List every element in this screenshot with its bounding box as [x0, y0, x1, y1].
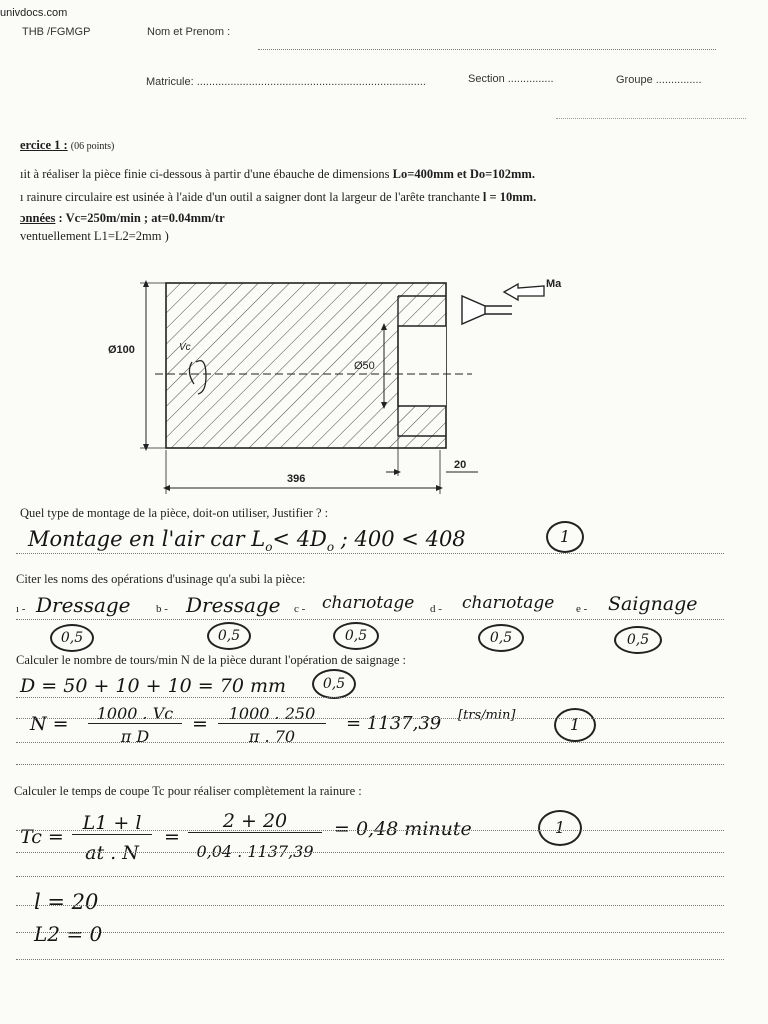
q1-question: Quel type de montage de la pièce, doit-on utiliser, Justifier ? : — [20, 506, 329, 520]
department-label: THB /FGMGP — [22, 26, 91, 38]
q2-score-a: 0,5 — [50, 624, 94, 652]
q3-frac2-num: 1000 . 250 — [218, 704, 326, 724]
vc-label: Vc — [179, 342, 191, 353]
exercise-line-4: ventuellement L1=L2=2mm ) — [20, 229, 169, 243]
q3-result: = 1137,39 — [346, 713, 442, 734]
q4-frac1-num: L1 + l — [72, 812, 152, 835]
q2-answer-b: Dressage — [186, 593, 281, 617]
header-separator — [556, 118, 746, 119]
q4-dotline-1 — [16, 830, 724, 831]
q3-dotline-3 — [16, 742, 724, 743]
length-20-label: 20 — [454, 459, 467, 471]
q4-score: 1 — [538, 810, 582, 846]
q2-answer-a: Dressage — [36, 593, 131, 617]
q2-score-d: 0,5 — [478, 624, 524, 652]
exercise-line-2: ı rainure circulaire est usinée à l'aide d'un outil a saigner dont la largeur de l'arête tranchante l = 10mm. — [20, 190, 537, 204]
q3-dotline-4 — [16, 764, 724, 765]
q4-dotline-2 — [16, 852, 724, 853]
q2-answer-d: charıotage — [462, 593, 555, 613]
q3-score: 1 — [554, 708, 596, 742]
groupe-label: Groupe ............... — [616, 74, 702, 86]
q2-answer-c: charıotage — [322, 593, 415, 613]
cutting-tool-icon — [462, 296, 485, 324]
watermark-text: univdocs.com — [0, 7, 68, 19]
exercise-data-line: ɔnnées : Vc=250m/min ; at=0.04mm/tr — [20, 211, 225, 225]
section-label: Section ............... — [468, 73, 554, 85]
q1-score: 1 — [546, 521, 584, 553]
q3-frac2-den: π . 70 — [248, 727, 296, 746]
q4-dotline-3 — [16, 876, 724, 877]
exercise-line-1: ıit à réaliser la pièce finie ci-dessous à partir d'une ébauche de dimensions Lo=400mm et Do=102mm. — [20, 167, 535, 181]
q2-score-e: 0,5 — [614, 626, 662, 654]
q3-frac1-num: 1000 . Vc — [88, 704, 182, 724]
exercise-heading: ercice 1 : (06 points) — [20, 138, 115, 152]
q2-answer-e: Saignage — [608, 593, 698, 615]
q4-question: Calculer le temps de coupe Tc pour réaliser complètement la rainure : — [14, 784, 362, 798]
q2-question: Citer les noms des opérations d'usinage qu'a subi la pièce: — [16, 572, 306, 586]
q3-equals: = — [192, 713, 208, 735]
q3-frac1-den: π D — [120, 727, 150, 746]
q2-answers: ı - Dressage b - Dressage c - charıotage d - charıotage e - Saignage — [16, 593, 698, 617]
name-dotline — [258, 49, 716, 50]
q3-diameter-score: 0,5 — [312, 669, 356, 699]
dia50-label: Ø50 — [354, 360, 375, 372]
q2-dotline — [16, 619, 724, 620]
q1-answer: Montage en l'air car $L_o< 4D_o$ ; 400 < 408 — [28, 527, 466, 555]
q4-frac2-num: 2 + 20 — [188, 810, 322, 833]
q4-extra-line-2: L2 = 0 — [34, 922, 103, 946]
ma-label: Ma — [546, 278, 562, 290]
dia100-label: Ø100 — [108, 344, 135, 356]
q3-question: Calculer le nombre de tours/min N de la pièce durant l'opération de saignage : — [16, 653, 406, 667]
q4-dotline-4 — [16, 905, 724, 906]
q4-extra-line-1: l = 20 — [34, 890, 99, 914]
q2-score-c: 0,5 — [333, 622, 379, 650]
q2-score-b: 0,5 — [207, 622, 251, 650]
part-drawing — [100, 270, 580, 495]
q3-diameter-calc: D = 50 + 10 + 10 = 70 mm — [20, 675, 287, 697]
q4-dotline-6 — [16, 959, 724, 960]
q4-result: = 0,48 minute — [334, 818, 472, 840]
q3-dotline-1 — [16, 697, 724, 698]
q3-dotline-2 — [16, 718, 724, 719]
q3-n-label: N = — [30, 713, 69, 735]
q1-dotline — [16, 553, 724, 554]
name-label: Nom et Prenom : — [147, 26, 231, 38]
matricule-label: Matricule: ........................................................................... — [146, 76, 426, 88]
feed-arrow-icon — [504, 284, 544, 300]
q4-frac2-den: 0,04 . 1137,39 — [196, 842, 314, 861]
q3-unit: [trs/min] — [458, 708, 516, 723]
q4-tc-label: Tc = — [20, 826, 64, 848]
q4-frac1-den: at . N — [85, 842, 139, 864]
groove — [398, 326, 446, 406]
q4-equals: = — [164, 826, 180, 848]
length-396-label: 396 — [287, 473, 306, 485]
q4-dotline-5 — [16, 932, 724, 933]
